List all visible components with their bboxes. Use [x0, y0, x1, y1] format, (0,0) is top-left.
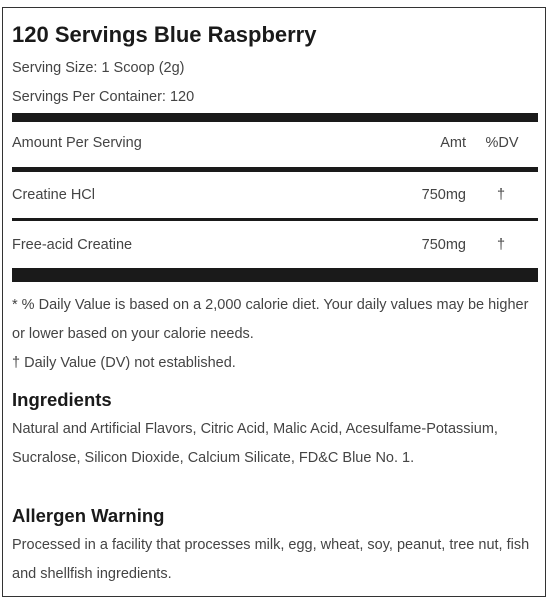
nutrient-dv: †: [496, 187, 506, 203]
nutrient-amount: 750mg: [421, 237, 466, 253]
ingredients-heading: Ingredients: [12, 389, 112, 410]
amt-column-header: Amt: [440, 135, 466, 151]
thick-divider-bottom: [12, 268, 538, 282]
allergen-heading: Allergen Warning: [12, 505, 165, 526]
daily-value-footnote: * % Daily Value is based on a 2,000 calorie diet. Your daily values may be higher or lower based on your calorie needs.: [12, 297, 529, 342]
product-title: 120 Servings Blue Raspberry: [12, 22, 317, 47]
amount-per-serving-label: Amount Per Serving: [12, 135, 142, 151]
dv-column-header: %DV: [485, 135, 519, 151]
medium-divider: [12, 167, 538, 172]
allergen-text: Processed in a facility that processes milk, egg, wheat, soy, peanut, tree nut, fish and shellfish ingredients.: [12, 537, 530, 582]
thin-divider: [12, 218, 538, 221]
table-row: [12, 237, 538, 259]
nutrient-amount: 750mg: [421, 187, 466, 203]
nutrient-name: Creatine HCl: [12, 187, 95, 203]
table-header-row: [12, 135, 538, 157]
nutrient-dv: †: [496, 237, 506, 253]
thick-divider: [12, 113, 538, 122]
ingredients-text: Natural and Artificial Flavors, Citric Acid, Malic Acid, Acesulfame-Potassium, Sucralose, Silicon Dioxide, Calcium Silicate, FD&C Blue No. 1.: [12, 421, 498, 466]
nutrient-name: Free-acid Creatine: [12, 237, 133, 253]
table-row: [12, 187, 538, 209]
serving-size: Serving Size: 1 Scoop (2g): [12, 60, 185, 76]
dagger-footnote: † Daily Value (DV) not established.: [12, 355, 236, 371]
servings-per-container: Servings Per Container: 120: [12, 89, 195, 105]
